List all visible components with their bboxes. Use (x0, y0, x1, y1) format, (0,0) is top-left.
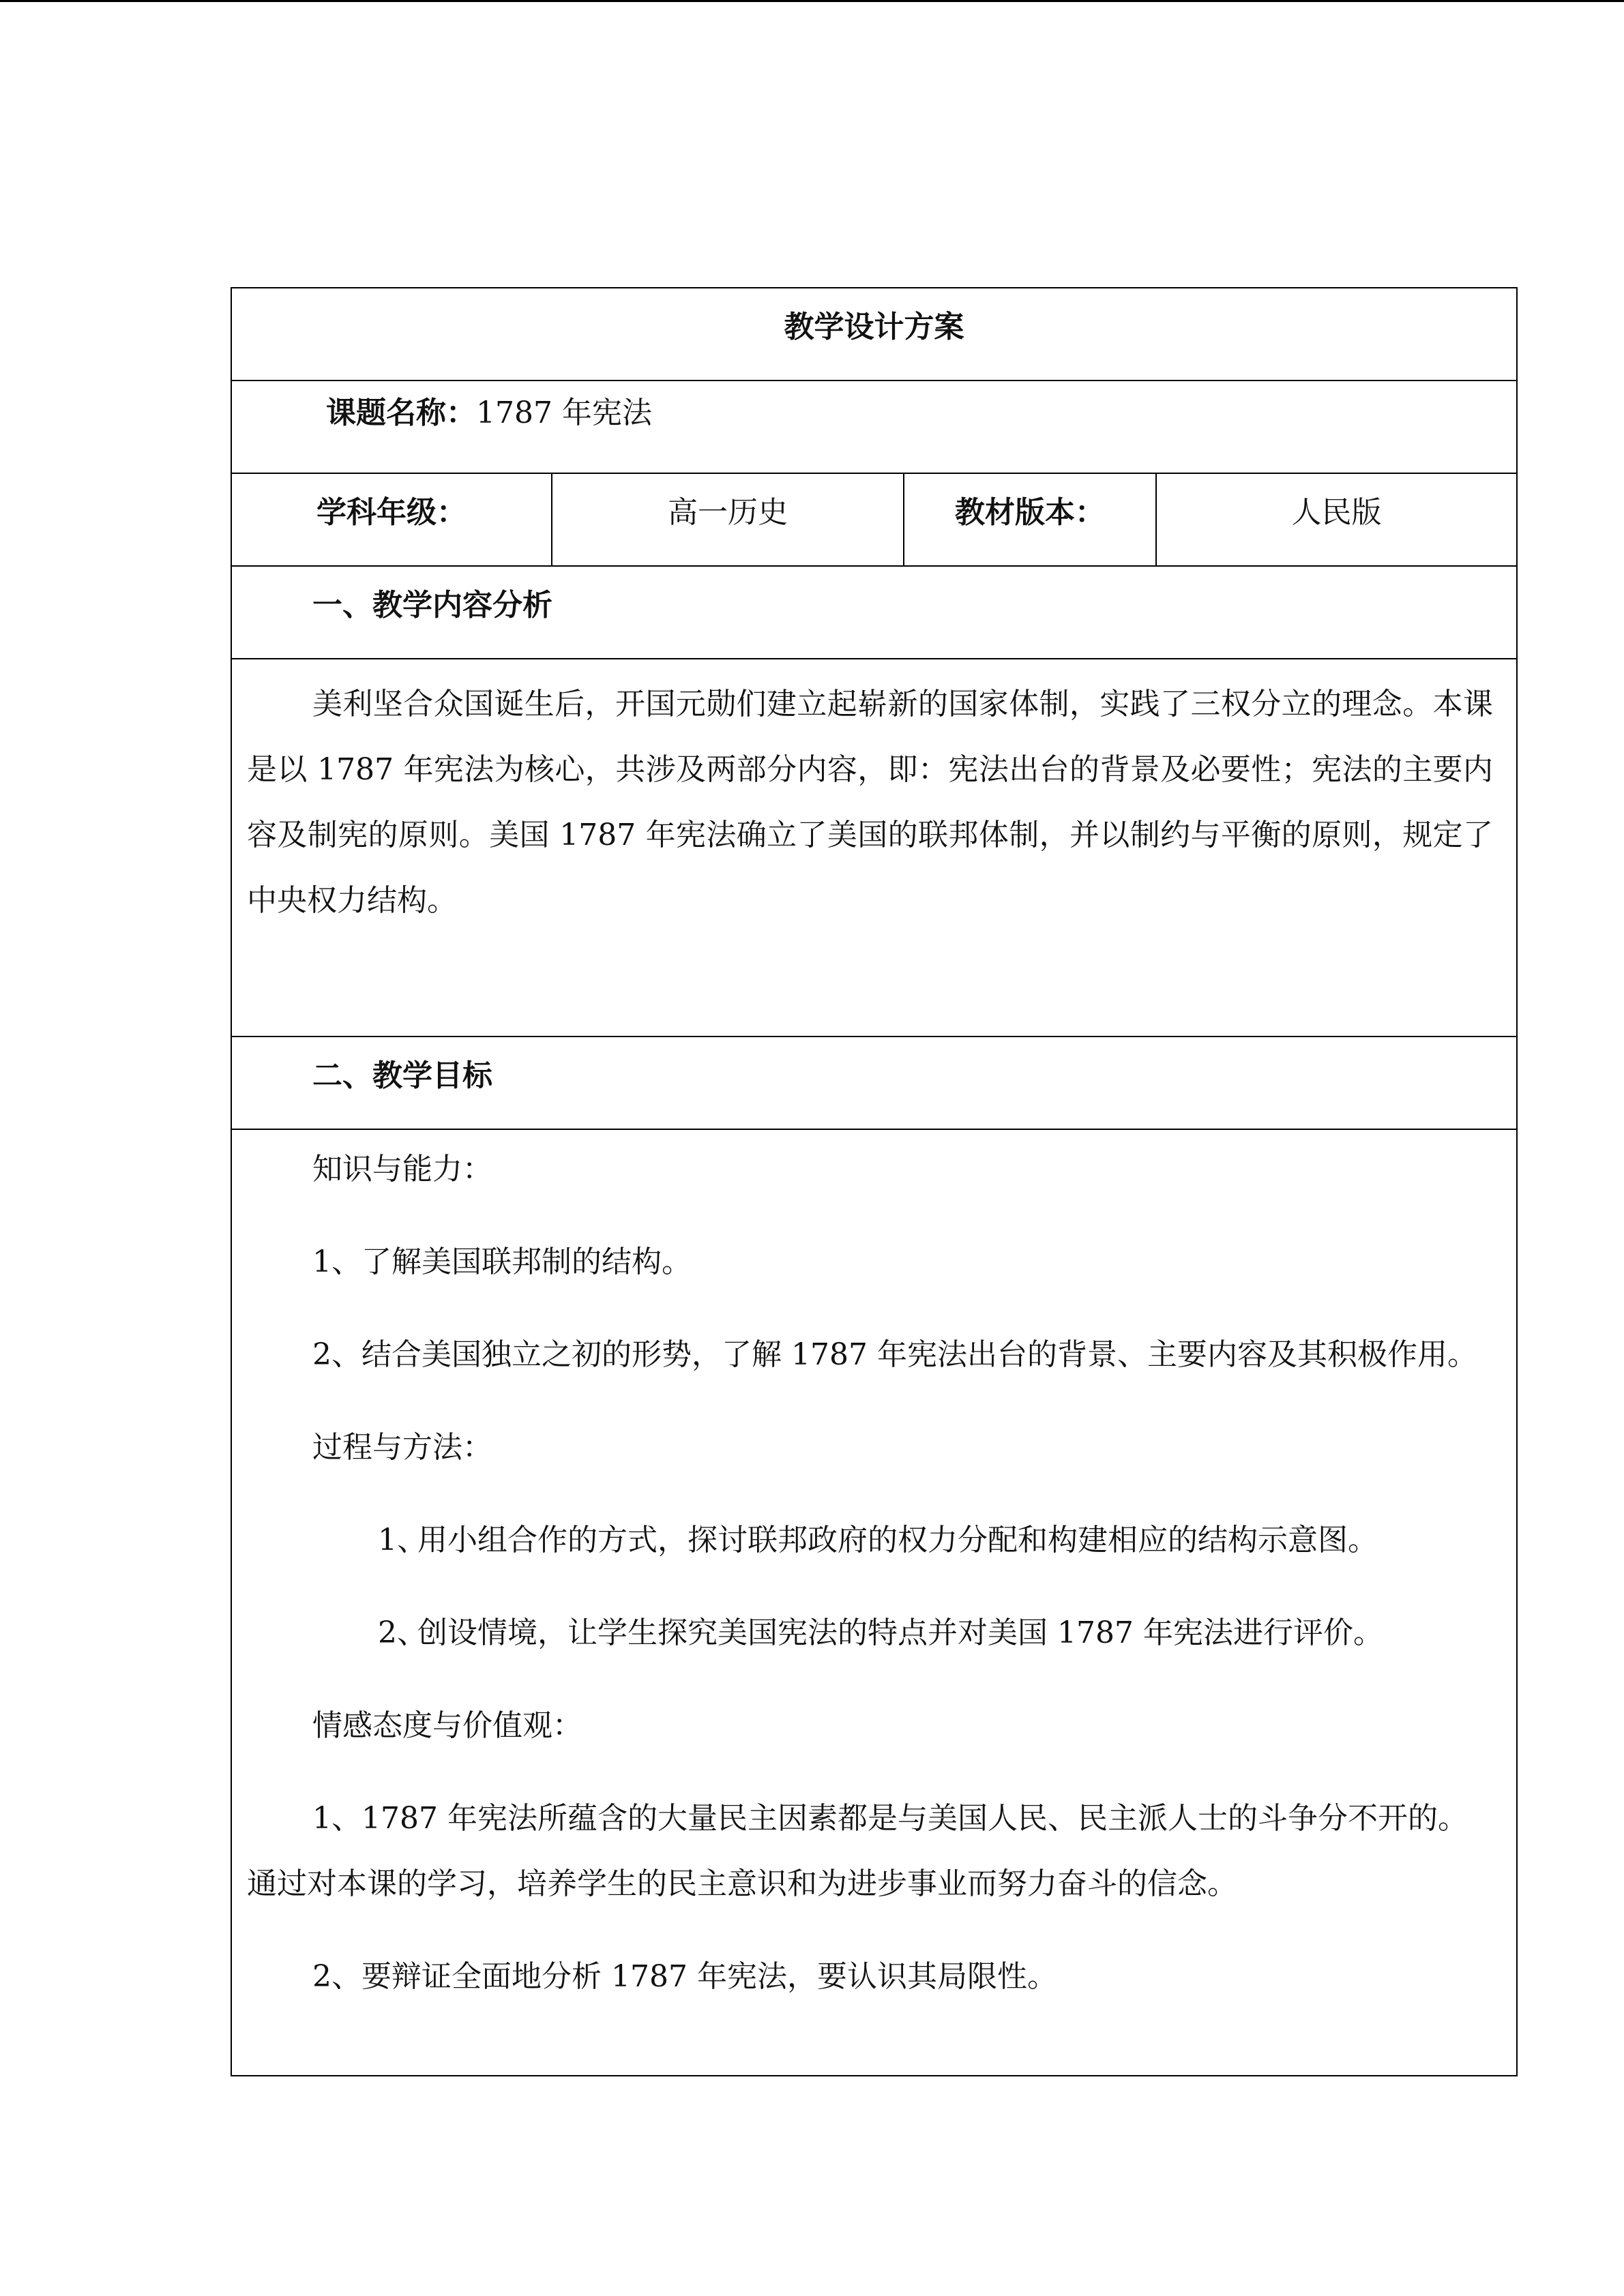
course-name: 1787 年宪法 (476, 395, 652, 430)
textbook-label-cell (904, 473, 1156, 566)
section2-content-row (231, 1129, 1517, 2076)
process-item-2-text: 创设情境，让学生探究美国宪法的特点并对美国 1787 年宪法进行评价。 (417, 1615, 1383, 1650)
course-cell (231, 381, 1517, 473)
title-row (231, 288, 1517, 381)
section2-heading-row (231, 1037, 1517, 1129)
content-analysis-paragraph: 美利坚合众国诞生后，开国元勋们建立起崭新的国家体制，实践了三权分立的理念。本课是以 1787 年宪法为核心，共涉及两部分内容，即：宪法出台的背景及必要性；宪法的主要内容及制宪的原则。美国 1787 年宪法确立了美国的联邦体制，并以制约与平衡的原则，规定了中央权力结构。 (247, 687, 1493, 918)
knowledge-heading: 知识与能力： (312, 1152, 492, 1187)
page-top-border (0, 0, 1624, 2)
process-item-2-number: 2、 (378, 1615, 427, 1650)
section2-heading: 二、教学目标 (312, 1058, 492, 1093)
process-item-1-text: 用小组合作的方式，探讨联邦政府的权力分配和构建相应的结构示意图。 (417, 1523, 1378, 1557)
section2-content-cell (231, 1129, 1517, 2076)
process-item-1-number: 1、 (378, 1523, 427, 1557)
process-item-1 (247, 1508, 1493, 1573)
process-item-2 (247, 1600, 1493, 1666)
lesson-plan-table (231, 287, 1518, 2076)
info-row (231, 473, 1517, 566)
section2-heading-cell (231, 1037, 1517, 1129)
knowledge-item-1: 1、了解美国联邦制的结构。 (312, 1244, 692, 1279)
subject-grade-label-cell (231, 473, 552, 566)
knowledge-item-2: 2、结合美国独立之初的形势，了解 1787 年宪法出台的背景、主要内容及其积极作用。 (312, 1337, 1477, 1372)
section1-heading: 一、教学内容分析 (312, 587, 552, 623)
emotion-heading: 情感态度与价值观： (312, 1708, 582, 1743)
textbook-value-cell (1156, 473, 1517, 566)
course-row (231, 381, 1517, 473)
document-title: 教学设计方案 (784, 309, 964, 344)
emotion-item-1: 1、1787 年宪法所蕴含的大量民主因素都是与美国人民、民主派人士的斗争分不开的。通过对本课的学习，培养学生的民主意识和为进步事业而努力奋斗的信念。 (247, 1801, 1468, 1901)
course-label: 课题名称： (326, 395, 476, 430)
section1-heading-cell (231, 566, 1517, 659)
subject-grade-value: 高一历史 (668, 494, 788, 530)
process-heading: 过程与方法： (312, 1430, 492, 1465)
emotion-item-2: 2、要辩证全面地分析 1787 年宪法，要认识其局限性。 (312, 1959, 1057, 1994)
document-title-cell (231, 288, 1517, 381)
textbook-value: 人民版 (1291, 494, 1382, 530)
textbook-label: 教材版本： (955, 494, 1105, 530)
subject-grade-value-cell (552, 473, 904, 566)
section1-heading-row (231, 566, 1517, 659)
subject-grade-label: 学科年级： (316, 494, 467, 530)
section1-content-cell (231, 659, 1517, 1037)
section1-content-row (231, 659, 1517, 1037)
